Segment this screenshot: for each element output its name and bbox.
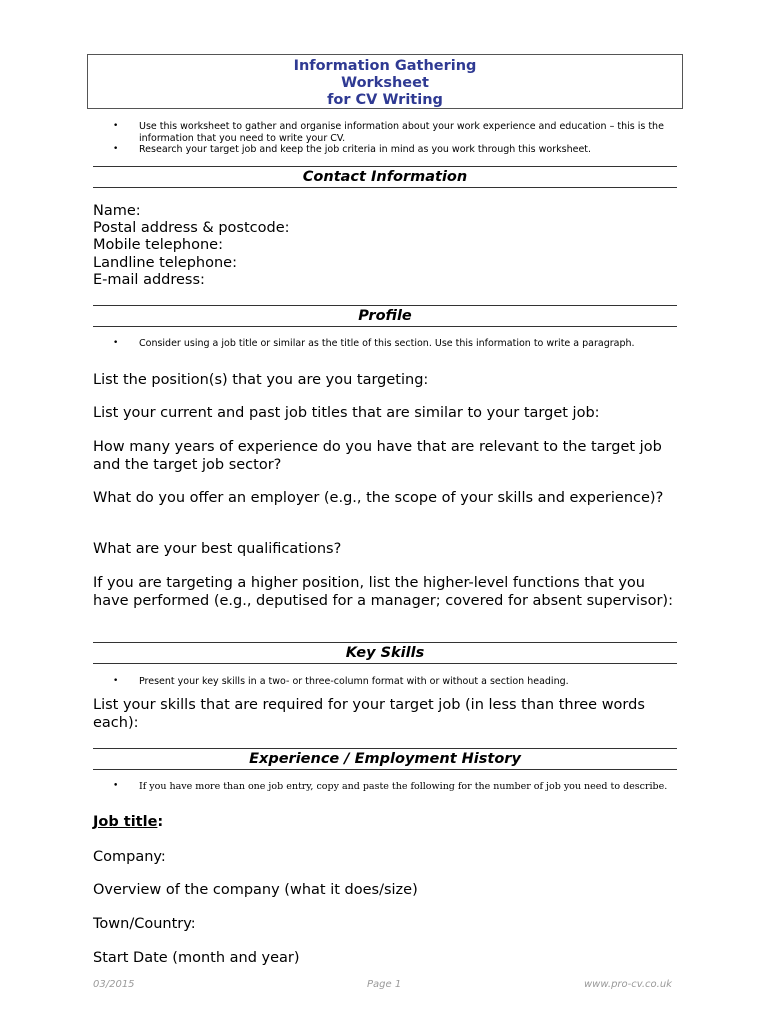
contact-heading: Contact Information: [93, 166, 677, 188]
profile-question-4: What do you offer an employer (e.g., the scope of your skills and experience)?: [93, 490, 664, 506]
contact-fields: [93, 203, 683, 289]
title-line-3: for CV Writing: [327, 92, 443, 108]
job-title-label: [93, 814, 163, 830]
job-title-text: Job title: [93, 814, 158, 830]
profile-question-5: What are your best qualifications?: [93, 541, 342, 557]
contact-field-name: Name:: [93, 203, 141, 219]
experience-field-start-date: Start Date (month and year): [93, 950, 300, 966]
profile-question-2: List your current and past job titles that are similar to your target job:: [93, 405, 600, 421]
title-box: [87, 54, 683, 109]
key-skills-question: List your skills that are required for your target job (in less than three words each):: [93, 697, 645, 731]
key-skills-heading: Key Skills: [93, 642, 677, 664]
title-line-2: Worksheet: [341, 75, 429, 91]
profile-question-3: How many years of experience do you have that are relevant to the target job and the target job sector?: [93, 439, 662, 473]
experience-field-company: Company:: [93, 849, 166, 865]
experience-heading: Experience / Employment History: [93, 748, 677, 770]
contact-field-email: E-mail address:: [93, 271, 205, 288]
profile-heading: Profile: [93, 305, 677, 327]
experience-field-town: Town/Country:: [93, 916, 196, 932]
intro-bullets: [93, 121, 683, 156]
contact-field-address: Postal address & postcode:: [93, 220, 290, 237]
contact-field-landline: Landline telephone:: [93, 254, 237, 271]
job-title-colon: :: [157, 814, 164, 830]
profile-bullets: [93, 338, 683, 350]
experience-bullet: • If you have more than one job entry, copy and paste the following for the number of job you need to describe.: [93, 781, 683, 793]
intro-bullet-1: • Use this worksheet to gather and organise information about your work experience and education – this is the information that you need to write your CV.: [93, 121, 683, 144]
contact-field-mobile: Mobile telephone:: [93, 237, 223, 254]
experience-bullets: [93, 781, 683, 793]
experience-field-overview: Overview of the company (what it does/size): [93, 882, 418, 898]
profile-bullet: • Consider using a job title or similar as the title of this section. Use this information to write a paragraph.: [93, 338, 683, 350]
title-line-1: Information Gathering: [293, 58, 477, 74]
footer-website: www.pro-cv.co.uk: [584, 979, 672, 990]
key-skills-bullets: [93, 676, 683, 688]
profile-question-1: List the position(s) that you are you targeting:: [93, 372, 429, 388]
key-skills-bullet: • Present your key skills in a two- or three-column format with or without a section heading.: [93, 676, 683, 688]
footer-page-number: Page 1: [367, 979, 402, 990]
footer-date: 03/2015: [93, 979, 135, 990]
intro-bullet-2: • Research your target job and keep the job criteria in mind as you work through this worksheet.: [93, 144, 683, 156]
profile-question-6: If you are targeting a higher position, list the higher-level functions that you have performed (e.g., deputised for a manager; covered for absent supervisor):: [93, 575, 673, 609]
